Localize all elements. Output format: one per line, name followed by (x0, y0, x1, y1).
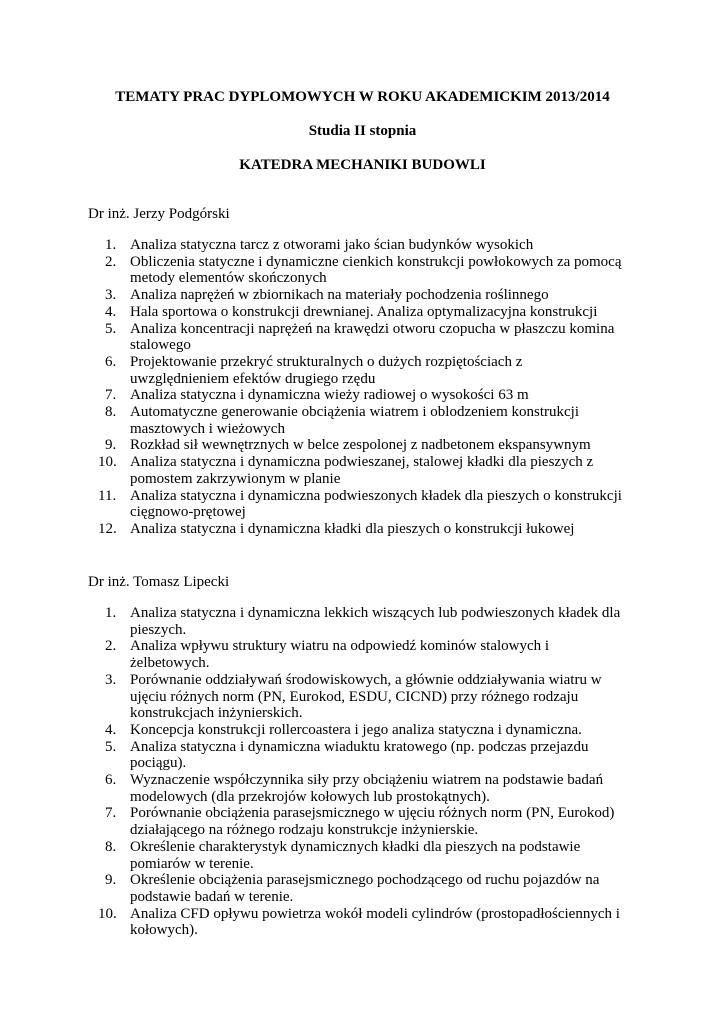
item-text: Analiza statyczna i dynamiczna podwieszonych kładek dla pieszych o konstrukcji cięgnowo-prętowej (130, 487, 622, 521)
list-item (0, 387, 625, 404)
list-item (0, 321, 625, 354)
item-number: 3. (105, 671, 117, 688)
list-item (0, 304, 625, 321)
list-item (0, 254, 625, 287)
item-number: 9. (105, 437, 117, 454)
item-text: Koncepcja konstrukcji rollercoastera i jego analiza statyczna i dynamiczna. (130, 721, 582, 738)
list-item (0, 237, 625, 254)
item-text: Określenie charakterystyk dynamicznych kładki dla pieszych na podstawie pomiarów w terenie. (130, 838, 581, 872)
item-number: 5. (105, 320, 117, 337)
item-text: Hala sportowa o konstrukcji drewnianej. Analiza optymalizacyjna konstrukcji (130, 303, 598, 320)
item-number: 7. (105, 387, 117, 404)
item-number: 8. (105, 838, 117, 855)
item-number: 11. (98, 487, 117, 504)
item-text: Analiza koncentracji naprężeń na krawędzi otworu czopucha w płaszczu komina stalowego (130, 320, 615, 354)
item-text: Porównanie oddziaływań środowiskowych, a głównie oddziaływania wiatru w ujęciu różnych norm (PN, Eurokod, ESDU, CICND) przy różnego rodzaju konstrukcjach inżynierskich. (130, 671, 602, 722)
item-text: Analiza statyczna i dynamiczna wieży radiowej o wysokości 63 m (130, 387, 529, 404)
supervisor-name: Dr inż. Jerzy Podgórski (88, 206, 230, 222)
item-text: Wyznaczenie współczynnika siły przy obciążeniu wiatrem na podstawie badań modelowych (dla przekrojów kołowych lub prostokątnych). (130, 772, 604, 805)
item-number: 1. (105, 237, 117, 253)
department-heading: KATEDRA MECHANIKI BUDOWLI (239, 157, 486, 173)
topic-list (0, 605, 725, 939)
list-item (0, 287, 625, 304)
list-item (0, 906, 625, 939)
list-item (0, 772, 625, 805)
list-item (0, 454, 625, 487)
item-number: 12. (98, 520, 117, 537)
item-number: 4. (105, 721, 117, 738)
item-text: Rozkład sił wewnętrznych w belce zespolonej z nadbetonem ekspansywnym (130, 437, 591, 454)
list-item (0, 739, 625, 772)
item-number: 2. (105, 253, 117, 270)
item-text: Analiza statyczna tarcz z otworami jako ścian budynków wysokich (130, 237, 534, 253)
topic-list (0, 237, 725, 538)
document-title: TEMATY PRAC DYPLOMOWYCH W ROKU AKADEMICKIM 2013/2014 (115, 89, 610, 105)
item-number: 3. (105, 287, 117, 304)
item-text: Analiza wpływu struktury wiatru na odpowiedź kominów stalowych i żelbetowych. (130, 638, 550, 672)
list-item (0, 872, 625, 905)
item-text: Projektowanie przekryć strukturalnych o dużych rozpiętościach z uwzględnieniem efektów drugiego rzędu (130, 353, 523, 387)
item-text: Obliczenia statyczne i dynamiczne cienkich konstrukcji powłokowych za pomocą metody elementów skończonych (130, 253, 622, 287)
list-item (0, 437, 625, 454)
item-text: Analiza statyczna i dynamiczna podwieszanej, stalowej kładki dla pieszych z pomostem zakrzywionym w planie (130, 454, 594, 487)
item-number: 1. (105, 605, 117, 621)
list-item (0, 805, 625, 838)
item-text: Analiza statyczna i dynamiczna wiaduktu kratowego (np. podczas przejazdu pociągu). (130, 738, 589, 772)
item-number: 10. (98, 905, 117, 922)
list-item (0, 521, 625, 538)
list-item (0, 839, 625, 872)
item-text: Określenie obciążenia parasejsmicznego pochodzącego od ruchu pojazdów na podstawie badań w terenie. (130, 872, 600, 905)
item-number: 7. (105, 805, 117, 822)
list-item (0, 488, 625, 521)
list-item (0, 722, 625, 739)
document-subtitle: Studia II stopnia (308, 123, 417, 139)
list-item (0, 605, 625, 638)
item-number: 4. (105, 303, 117, 320)
item-text: Automatyczne generowanie obciążenia wiatrem i oblodzeniem konstrukcji masztowych i wieżowych (130, 404, 579, 437)
list-item (0, 354, 625, 387)
item-number: 2. (105, 638, 117, 655)
item-number: 6. (105, 353, 117, 370)
item-number: 9. (105, 872, 117, 889)
item-number: 6. (105, 772, 117, 789)
item-number: 5. (105, 738, 117, 755)
list-item (0, 404, 625, 437)
list-item (0, 672, 625, 722)
item-text: Porównanie obciążenia parasejsmicznego w ujęciu różnych norm (PN, Eurokod) działającego na różnego rodzaju konstrukcje inżynierskie. (130, 805, 615, 839)
item-text: Analiza CFD opływu powietrza wokół modeli cylindrów (prostopadłościennych i kołowych). (130, 905, 620, 939)
list-item (0, 638, 625, 671)
item-text: Analiza statyczna i dynamiczna kładki dla pieszych o konstrukcji łukowej (130, 520, 575, 537)
item-text: Analiza statyczna i dynamiczna lekkich wiszących lub podwieszonych kładek dla pieszych. (130, 605, 621, 638)
item-number: 10. (98, 454, 117, 471)
item-number: 8. (105, 404, 117, 421)
supervisor-name: Dr inż. Tomasz Lipecki (88, 574, 230, 590)
item-text: Analiza naprężeń w zbiornikach na materiały pochodzenia roślinnego (130, 287, 549, 304)
